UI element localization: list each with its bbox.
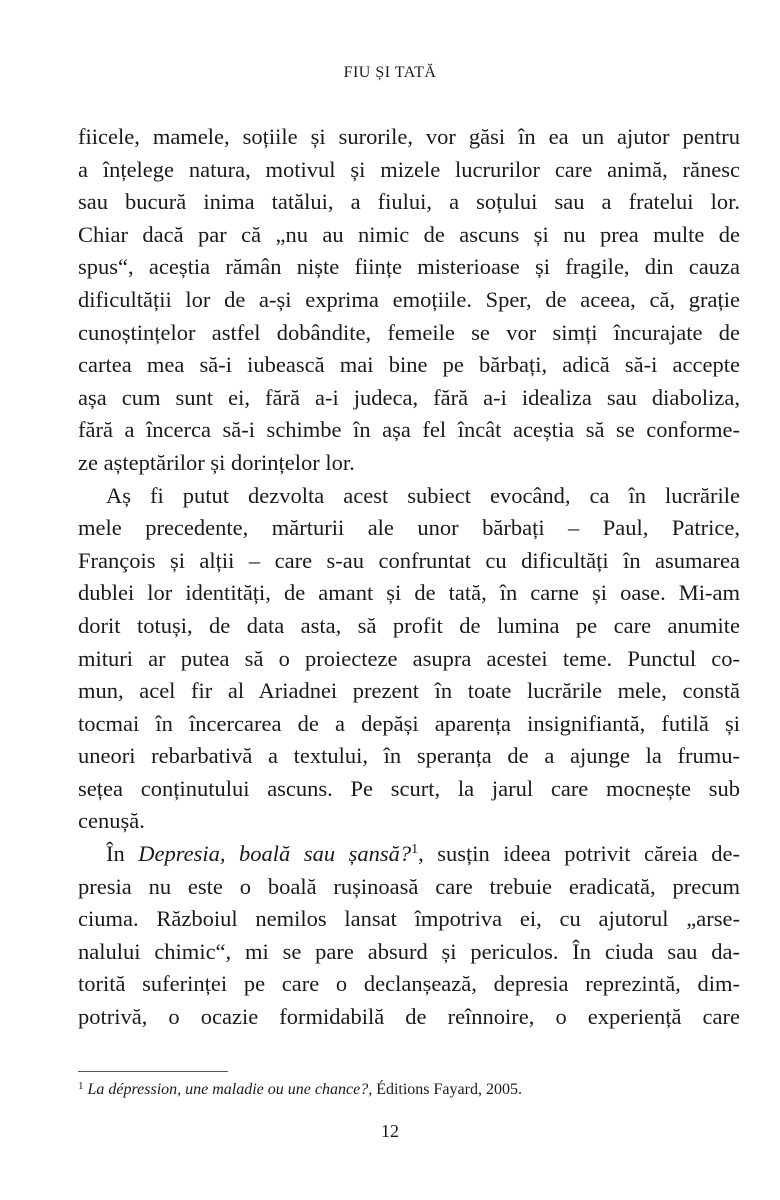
paragraph <box>78 838 740 1034</box>
text-line: presia nu este o boală rușinoasă care trebuie eradicată, precum <box>78 873 740 899</box>
footnote-publisher: Éditions Fayard, 2005. <box>372 1081 522 1098</box>
text-line: spus“, aceștia rămân niște ființe misterioase și fragile, din cauza <box>78 254 740 280</box>
text-line: ciuma. Războiul nemilos lansat împotriva ei, cu ajutorul „arse- <box>78 906 740 932</box>
text-line: Chiar dacă par că „nu au nimic de ascuns și nu prea multe de <box>78 221 740 247</box>
footnote <box>78 1081 522 1099</box>
text-line <box>78 838 740 871</box>
text-line: cartea mea să-i iubească mai bine pe bărbați, adică să-i accepte <box>78 352 740 378</box>
text-line: mun, acel fir al Ariadnei prezent în toate lucrările mele, constă <box>78 678 740 704</box>
text-line: fiicele, mamele, soțiile și surorile, vor găsi în ea un ajutor pentru <box>78 124 740 149</box>
text-line: dublei lor identități, de amant și de tată, în carne și oase. Mi-am <box>78 580 740 606</box>
footnote-title: La dépression, une maladie ou une chance?, <box>87 1081 373 1098</box>
body-text <box>78 121 740 1034</box>
text-line: sau bucură inima tatălui, a fiului, a soțului sau a fratelui lor. <box>78 189 740 215</box>
text-line: mituri ar putea să o proiecteze asupra acestei teme. Punctul co- <box>78 645 740 671</box>
footnote-marker: 1 <box>78 1080 84 1092</box>
text-line: torită suferinței pe care o declanșează, depresia reprezintă, dim- <box>78 971 740 997</box>
text-line: uneori rebarbativă a textului, în speranța de a ajunge la frumu- <box>78 743 740 769</box>
text-line: ze așteptărilor și dorințelor lor. <box>78 449 355 475</box>
text-line: nalului chimic“, mi se pare absurd și periculos. În ciuda sau da- <box>78 938 740 964</box>
running-header: FIU ȘI TATĂ <box>343 64 437 81</box>
footnote-reference: 1 <box>411 842 419 858</box>
text-line: mele precedente, mărturii ale unor bărbați – Paul, Patrice, <box>78 515 740 541</box>
text-line: François și alții – care s-au confruntat cu dificultăți în asumarea <box>78 547 740 573</box>
text-line: fără a încerca să-i schimbe în așa fel încât aceștia să se conforme- <box>78 417 740 443</box>
footnote-divider <box>78 1071 228 1072</box>
text-line: tocmai în încercarea de a depăși aparența insignifiantă, futilă și <box>78 710 740 736</box>
text-segment: În <box>106 841 139 867</box>
text-line: a înțelege natura, motivul și mizele lucrurilor care animă, rănesc <box>78 156 740 182</box>
text-line: cenușă. <box>78 808 145 834</box>
text-line: dorit totuși, de data asta, să profit de lumina pe care anumite <box>78 612 740 638</box>
text-line: potrivă, o ocazie formidabilă de reînnoire, o experiență care <box>78 1004 740 1030</box>
text-line: Aș fi putut dezvolta acest subiect evocând, ca în lucrările <box>106 482 740 508</box>
text-line: cunoștințelor astfel dobândite, femeile se vor simți încurajate de <box>78 319 740 345</box>
page-number: 12 <box>381 1121 399 1141</box>
text-line: așa cum sunt ei, fără a-i judeca, fără a-i idealiza sau diaboliza, <box>78 384 740 410</box>
text-line: dificultății lor de a-și exprima emoțiile. Sper, de aceea, că, grație <box>78 286 740 312</box>
paragraph <box>78 121 740 480</box>
paragraph <box>78 480 740 839</box>
text-segment: , susțin ideea potrivit căreia de- <box>418 841 740 867</box>
italic-title: Depresia, boală sau șansă? <box>138 841 412 867</box>
text-line: sețea conținutului ascuns. Pe scurt, la jarul care mocnește sub <box>78 775 740 801</box>
